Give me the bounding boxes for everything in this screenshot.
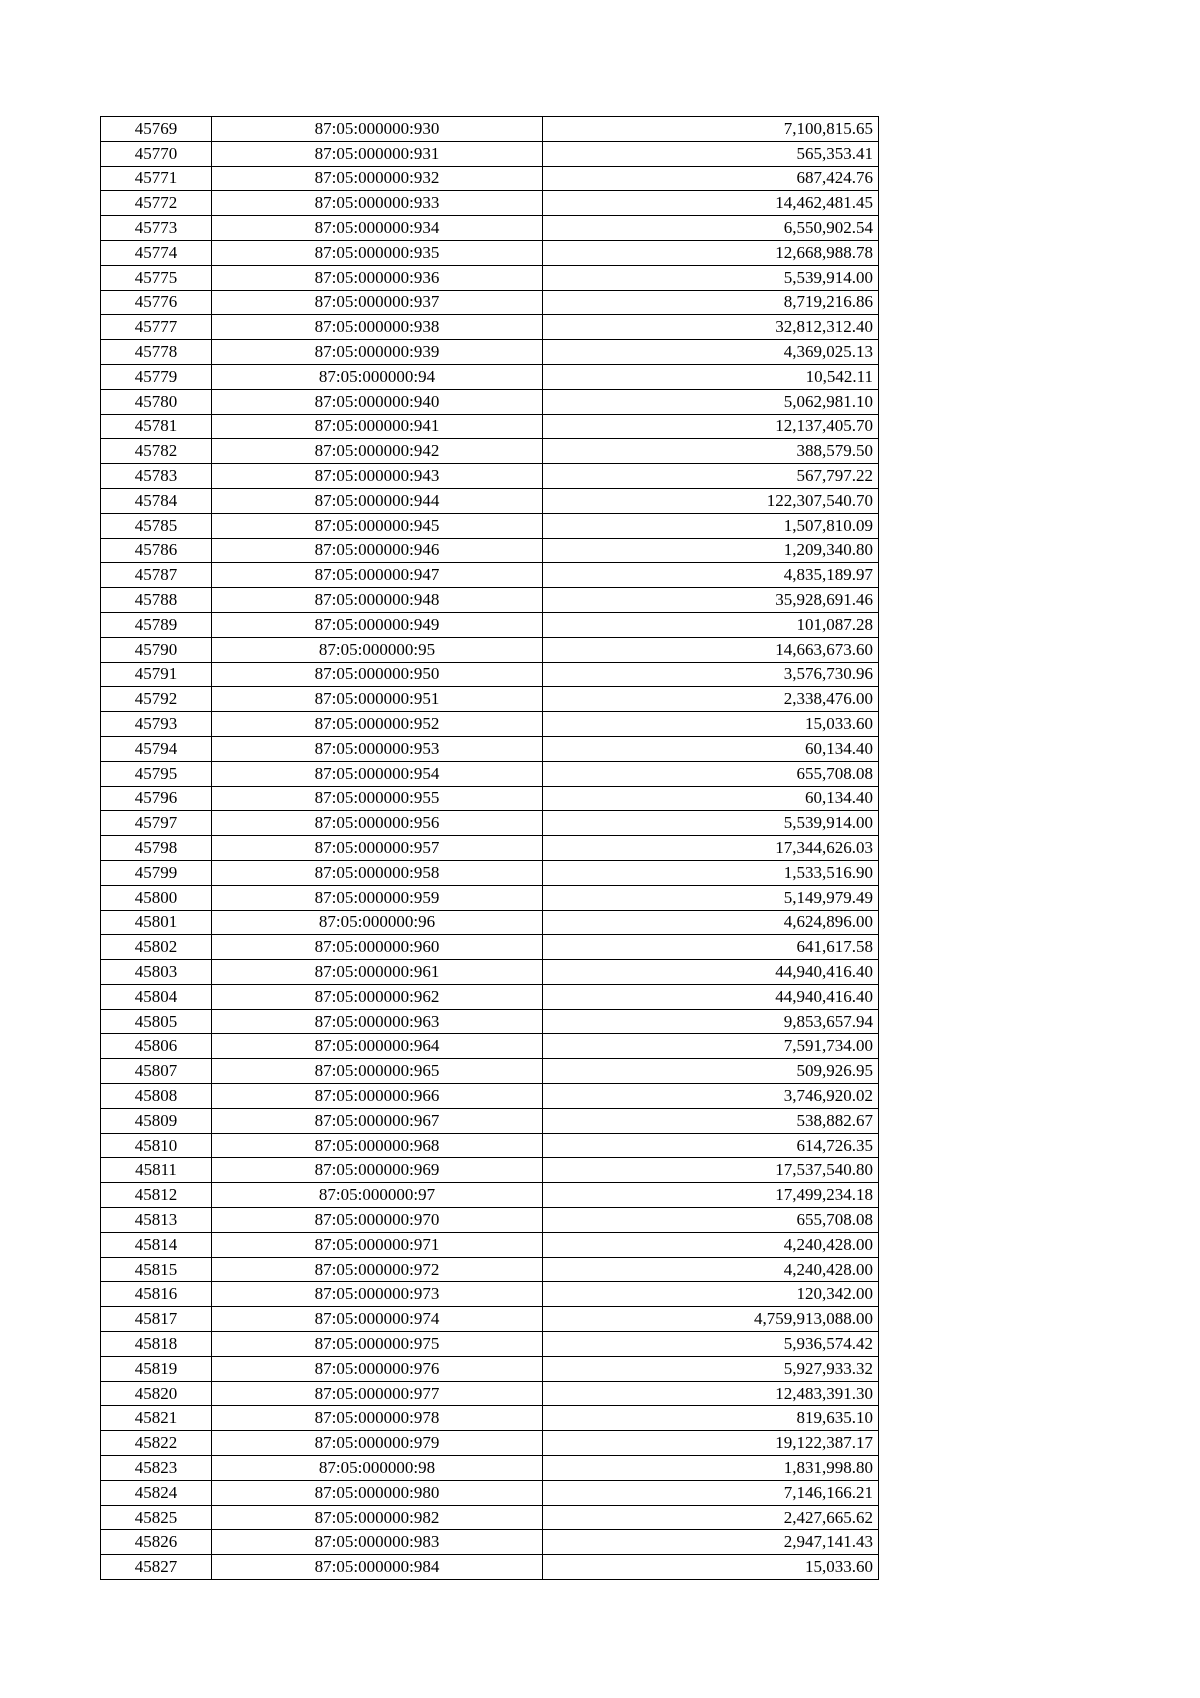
row-number-cell: 45827: [101, 1555, 212, 1580]
table-row: [101, 811, 879, 836]
table-body: [101, 117, 879, 1580]
row-number-cell: 45814: [101, 1232, 212, 1257]
row-number-cell: 45774: [101, 240, 212, 265]
cadastral-code-cell: 87:05:000000:944: [212, 488, 543, 513]
cadastral-code-cell: 87:05:000000:941: [212, 414, 543, 439]
table-row: [101, 141, 879, 166]
row-number-cell: 45804: [101, 984, 212, 1009]
row-number-cell: 45784: [101, 488, 212, 513]
row-number-cell: 45802: [101, 935, 212, 960]
cadastral-code-cell: 87:05:000000:937: [212, 290, 543, 315]
row-number-cell: 45806: [101, 1034, 212, 1059]
row-number-cell: 45776: [101, 290, 212, 315]
table-row: [101, 290, 879, 315]
cadastral-code-cell: 87:05:000000:958: [212, 860, 543, 885]
amount-cell: 614,726.35: [543, 1133, 879, 1158]
row-number-cell: 45807: [101, 1059, 212, 1084]
table-row: [101, 1431, 879, 1456]
table-row: [101, 1232, 879, 1257]
amount-cell: 4,369,025.13: [543, 340, 879, 365]
table-row: [101, 1555, 879, 1580]
row-number-cell: 45798: [101, 836, 212, 861]
amount-cell: 12,668,988.78: [543, 240, 879, 265]
amount-cell: 5,062,981.10: [543, 389, 879, 414]
cadastral-code-cell: 87:05:000000:961: [212, 960, 543, 985]
table-row: [101, 1009, 879, 1034]
cadastral-code-cell: 87:05:000000:946: [212, 538, 543, 563]
cadastral-code-cell: 87:05:000000:975: [212, 1332, 543, 1357]
amount-cell: 44,940,416.40: [543, 960, 879, 985]
amount-cell: 2,427,665.62: [543, 1505, 879, 1530]
cadastral-code-cell: 87:05:000000:983: [212, 1530, 543, 1555]
amount-cell: 17,537,540.80: [543, 1158, 879, 1183]
row-number-cell: 45805: [101, 1009, 212, 1034]
amount-cell: 7,100,815.65: [543, 117, 879, 142]
amount-cell: 60,134.40: [543, 786, 879, 811]
cadastral-code-cell: 87:05:000000:98: [212, 1456, 543, 1481]
table-row: [101, 513, 879, 538]
amount-cell: 388,579.50: [543, 439, 879, 464]
table-row: [101, 712, 879, 737]
table-row: [101, 761, 879, 786]
table-row: [101, 1282, 879, 1307]
amount-cell: 509,926.95: [543, 1059, 879, 1084]
row-number-cell: 45770: [101, 141, 212, 166]
cadastral-code-cell: 87:05:000000:96: [212, 910, 543, 935]
table-row: [101, 1034, 879, 1059]
table-row: [101, 736, 879, 761]
cadastral-code-cell: 87:05:000000:979: [212, 1431, 543, 1456]
amount-cell: 655,708.08: [543, 1208, 879, 1233]
row-number-cell: 45801: [101, 910, 212, 935]
amount-cell: 687,424.76: [543, 166, 879, 191]
row-number-cell: 45810: [101, 1133, 212, 1158]
amount-cell: 5,149,979.49: [543, 885, 879, 910]
cadastral-code-cell: 87:05:000000:945: [212, 513, 543, 538]
cadastral-code-cell: 87:05:000000:94: [212, 364, 543, 389]
amount-cell: 122,307,540.70: [543, 488, 879, 513]
amount-cell: 10,542.11: [543, 364, 879, 389]
table-row: [101, 984, 879, 1009]
row-number-cell: 45792: [101, 687, 212, 712]
cadastral-code-cell: 87:05:000000:947: [212, 563, 543, 588]
cadastral-code-cell: 87:05:000000:930: [212, 117, 543, 142]
cadastral-code-cell: 87:05:000000:980: [212, 1480, 543, 1505]
row-number-cell: 45781: [101, 414, 212, 439]
row-number-cell: 45772: [101, 191, 212, 216]
amount-cell: 641,617.58: [543, 935, 879, 960]
row-number-cell: 45819: [101, 1356, 212, 1381]
amount-cell: 655,708.08: [543, 761, 879, 786]
row-number-cell: 45777: [101, 315, 212, 340]
table-row: [101, 563, 879, 588]
amount-cell: 565,353.41: [543, 141, 879, 166]
amount-cell: 15,033.60: [543, 712, 879, 737]
table-row: [101, 1456, 879, 1481]
row-number-cell: 45826: [101, 1530, 212, 1555]
table-row: [101, 1480, 879, 1505]
table-row: [101, 612, 879, 637]
table-row: [101, 1108, 879, 1133]
row-number-cell: 45773: [101, 216, 212, 241]
cadastral-code-cell: 87:05:000000:935: [212, 240, 543, 265]
cadastral-code-cell: 87:05:000000:938: [212, 315, 543, 340]
cadastral-code-cell: 87:05:000000:963: [212, 1009, 543, 1034]
table-row: [101, 860, 879, 885]
amount-cell: 4,240,428.00: [543, 1232, 879, 1257]
cadastral-code-cell: 87:05:000000:978: [212, 1406, 543, 1431]
table-row: [101, 1530, 879, 1555]
cadastral-code-cell: 87:05:000000:936: [212, 265, 543, 290]
cadastral-code-cell: 87:05:000000:932: [212, 166, 543, 191]
row-number-cell: 45789: [101, 612, 212, 637]
table-row: [101, 464, 879, 489]
cadastral-code-cell: 87:05:000000:974: [212, 1307, 543, 1332]
amount-cell: 8,719,216.86: [543, 290, 879, 315]
row-number-cell: 45799: [101, 860, 212, 885]
table-row: [101, 488, 879, 513]
cadastral-code-cell: 87:05:000000:954: [212, 761, 543, 786]
table-row: [101, 315, 879, 340]
amount-cell: 14,663,673.60: [543, 637, 879, 662]
table-row: [101, 414, 879, 439]
table-row: [101, 836, 879, 861]
table-row: [101, 538, 879, 563]
row-number-cell: 45775: [101, 265, 212, 290]
cadastral-code-cell: 87:05:000000:966: [212, 1084, 543, 1109]
amount-cell: 6,550,902.54: [543, 216, 879, 241]
table-row: [101, 439, 879, 464]
amount-cell: 538,882.67: [543, 1108, 879, 1133]
table-row: [101, 637, 879, 662]
table-row: [101, 662, 879, 687]
row-number-cell: 45795: [101, 761, 212, 786]
row-number-cell: 45816: [101, 1282, 212, 1307]
row-number-cell: 45794: [101, 736, 212, 761]
cadastral-code-cell: 87:05:000000:964: [212, 1034, 543, 1059]
amount-cell: 1,209,340.80: [543, 538, 879, 563]
table-row: [101, 960, 879, 985]
amount-cell: 9,853,657.94: [543, 1009, 879, 1034]
table-row: [101, 191, 879, 216]
row-number-cell: 45800: [101, 885, 212, 910]
row-number-cell: 45786: [101, 538, 212, 563]
row-number-cell: 45796: [101, 786, 212, 811]
table-row: [101, 166, 879, 191]
cadastral-code-cell: 87:05:000000:960: [212, 935, 543, 960]
amount-cell: 7,591,734.00: [543, 1034, 879, 1059]
table-row: [101, 1158, 879, 1183]
amount-cell: 4,759,913,088.00: [543, 1307, 879, 1332]
cadastral-code-cell: 87:05:000000:962: [212, 984, 543, 1009]
row-number-cell: 45785: [101, 513, 212, 538]
amount-cell: 44,940,416.40: [543, 984, 879, 1009]
table-row: [101, 588, 879, 613]
cadastral-code-cell: 87:05:000000:934: [212, 216, 543, 241]
amount-cell: 1,831,998.80: [543, 1456, 879, 1481]
cadastral-code-cell: 87:05:000000:95: [212, 637, 543, 662]
table-row: [101, 1505, 879, 1530]
row-number-cell: 45771: [101, 166, 212, 191]
amount-cell: 17,344,626.03: [543, 836, 879, 861]
amount-cell: 32,812,312.40: [543, 315, 879, 340]
cadastral-code-cell: 87:05:000000:951: [212, 687, 543, 712]
cadastral-code-cell: 87:05:000000:972: [212, 1257, 543, 1282]
row-number-cell: 45820: [101, 1381, 212, 1406]
cadastral-code-cell: 87:05:000000:984: [212, 1555, 543, 1580]
row-number-cell: 45780: [101, 389, 212, 414]
amount-cell: 4,624,896.00: [543, 910, 879, 935]
amount-cell: 567,797.22: [543, 464, 879, 489]
amount-cell: 14,462,481.45: [543, 191, 879, 216]
row-number-cell: 45808: [101, 1084, 212, 1109]
row-number-cell: 45803: [101, 960, 212, 985]
amount-cell: 4,240,428.00: [543, 1257, 879, 1282]
cadastral-code-cell: 87:05:000000:977: [212, 1381, 543, 1406]
amount-cell: 15,033.60: [543, 1555, 879, 1580]
cadastral-code-cell: 87:05:000000:971: [212, 1232, 543, 1257]
row-number-cell: 45797: [101, 811, 212, 836]
row-number-cell: 45769: [101, 117, 212, 142]
amount-cell: 3,576,730.96: [543, 662, 879, 687]
row-number-cell: 45787: [101, 563, 212, 588]
cadastral-code-cell: 87:05:000000:950: [212, 662, 543, 687]
amount-cell: 120,342.00: [543, 1282, 879, 1307]
row-number-cell: 45823: [101, 1456, 212, 1481]
table-row: [101, 1257, 879, 1282]
cadastral-code-cell: 87:05:000000:976: [212, 1356, 543, 1381]
table-row: [101, 1208, 879, 1233]
row-number-cell: 45824: [101, 1480, 212, 1505]
table-row: [101, 1332, 879, 1357]
amount-cell: 60,134.40: [543, 736, 879, 761]
table-row: [101, 1059, 879, 1084]
cadastral-code-cell: 87:05:000000:959: [212, 885, 543, 910]
amount-cell: 35,928,691.46: [543, 588, 879, 613]
table-row: [101, 240, 879, 265]
amount-cell: 4,835,189.97: [543, 563, 879, 588]
cadastral-code-cell: 87:05:000000:952: [212, 712, 543, 737]
cadastral-code-cell: 87:05:000000:942: [212, 439, 543, 464]
table-row: [101, 117, 879, 142]
table-row: [101, 340, 879, 365]
amount-cell: 3,746,920.02: [543, 1084, 879, 1109]
cadastral-code-cell: 87:05:000000:956: [212, 811, 543, 836]
cadastral-code-cell: 87:05:000000:969: [212, 1158, 543, 1183]
amount-cell: 17,499,234.18: [543, 1183, 879, 1208]
table-row: [101, 786, 879, 811]
cadastral-code-cell: 87:05:000000:973: [212, 1282, 543, 1307]
table-row: [101, 265, 879, 290]
amount-cell: 5,539,914.00: [543, 811, 879, 836]
cadastral-code-cell: 87:05:000000:940: [212, 389, 543, 414]
amount-cell: 7,146,166.21: [543, 1480, 879, 1505]
cadastral-code-cell: 87:05:000000:949: [212, 612, 543, 637]
row-number-cell: 45779: [101, 364, 212, 389]
amount-cell: 5,936,574.42: [543, 1332, 879, 1357]
table-row: [101, 216, 879, 241]
cadastral-code-cell: 87:05:000000:931: [212, 141, 543, 166]
table-row: [101, 885, 879, 910]
cadastral-code-cell: 87:05:000000:982: [212, 1505, 543, 1530]
cadastral-code-cell: 87:05:000000:965: [212, 1059, 543, 1084]
table-row: [101, 935, 879, 960]
table-row: [101, 1133, 879, 1158]
row-number-cell: 45817: [101, 1307, 212, 1332]
row-number-cell: 45782: [101, 439, 212, 464]
amount-cell: 1,533,516.90: [543, 860, 879, 885]
row-number-cell: 45791: [101, 662, 212, 687]
row-number-cell: 45783: [101, 464, 212, 489]
row-number-cell: 45790: [101, 637, 212, 662]
cadastral-code-cell: 87:05:000000:955: [212, 786, 543, 811]
row-number-cell: 45809: [101, 1108, 212, 1133]
amount-cell: 5,927,933.32: [543, 1356, 879, 1381]
cadastral-code-cell: 87:05:000000:968: [212, 1133, 543, 1158]
table-row: [101, 1356, 879, 1381]
table-row: [101, 389, 879, 414]
cadastral-code-cell: 87:05:000000:953: [212, 736, 543, 761]
row-number-cell: 45818: [101, 1332, 212, 1357]
row-number-cell: 45822: [101, 1431, 212, 1456]
table-row: [101, 1406, 879, 1431]
table-row: [101, 1307, 879, 1332]
amount-cell: 5,539,914.00: [543, 265, 879, 290]
table-row: [101, 910, 879, 935]
data-table: [100, 116, 879, 1580]
row-number-cell: 45825: [101, 1505, 212, 1530]
row-number-cell: 45815: [101, 1257, 212, 1282]
amount-cell: 12,483,391.30: [543, 1381, 879, 1406]
table-row: [101, 364, 879, 389]
amount-cell: 12,137,405.70: [543, 414, 879, 439]
cadastral-code-cell: 87:05:000000:97: [212, 1183, 543, 1208]
row-number-cell: 45793: [101, 712, 212, 737]
row-number-cell: 45788: [101, 588, 212, 613]
table-row: [101, 687, 879, 712]
table-row: [101, 1084, 879, 1109]
row-number-cell: 45811: [101, 1158, 212, 1183]
amount-cell: 1,507,810.09: [543, 513, 879, 538]
cadastral-code-cell: 87:05:000000:957: [212, 836, 543, 861]
amount-cell: 819,635.10: [543, 1406, 879, 1431]
cadastral-code-cell: 87:05:000000:970: [212, 1208, 543, 1233]
amount-cell: 2,947,141.43: [543, 1530, 879, 1555]
amount-cell: 2,338,476.00: [543, 687, 879, 712]
cadastral-code-cell: 87:05:000000:933: [212, 191, 543, 216]
row-number-cell: 45813: [101, 1208, 212, 1233]
table-row: [101, 1183, 879, 1208]
row-number-cell: 45821: [101, 1406, 212, 1431]
row-number-cell: 45778: [101, 340, 212, 365]
amount-cell: 101,087.28: [543, 612, 879, 637]
cadastral-code-cell: 87:05:000000:948: [212, 588, 543, 613]
amount-cell: 19,122,387.17: [543, 1431, 879, 1456]
cadastral-code-cell: 87:05:000000:943: [212, 464, 543, 489]
cadastral-code-cell: 87:05:000000:939: [212, 340, 543, 365]
table-row: [101, 1381, 879, 1406]
cadastral-code-cell: 87:05:000000:967: [212, 1108, 543, 1133]
row-number-cell: 45812: [101, 1183, 212, 1208]
